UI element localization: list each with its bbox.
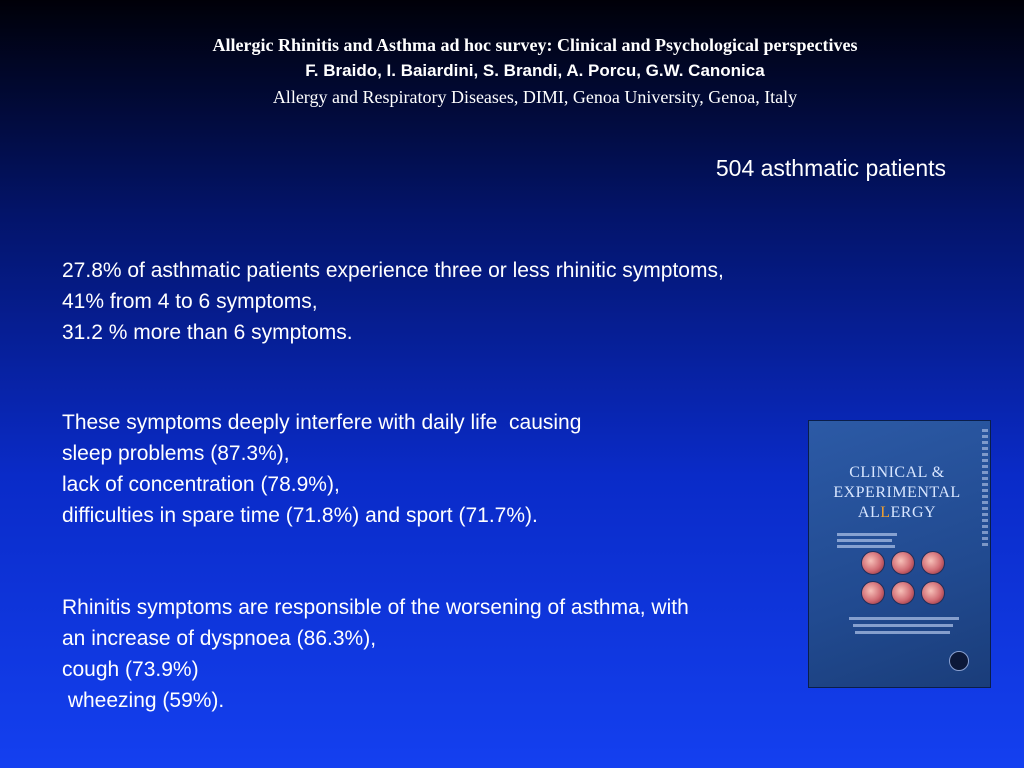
text-line: These symptoms deeply interfere with daily life causing	[62, 411, 582, 434]
cell-image	[861, 551, 885, 575]
cover-fine-print	[837, 545, 895, 548]
journal-cover-image	[808, 420, 991, 688]
slide-header	[0, 32, 1024, 110]
text-line: Rhinitis symptoms are responsible of the worsening of asthma, with	[62, 596, 689, 619]
text-line: 27.8% of asthmatic patients experience three or less rhinitic symptoms,	[62, 259, 724, 282]
asthma-worsening-block	[62, 592, 689, 716]
text-line: 31.2 % more than 6 symptoms.	[62, 321, 353, 344]
cell-image	[921, 551, 945, 575]
cover-fine-print	[837, 539, 892, 542]
symptom-count-block	[62, 255, 724, 348]
text-line: an increase of dyspnoea (86.3%),	[62, 627, 377, 650]
affiliation: Allergy and Respiratory Diseases, DIMI, Genoa University, Genoa, Italy	[272, 87, 798, 107]
text-line: 41% from 4 to 6 symptoms,	[62, 290, 318, 313]
publisher-logo	[949, 651, 969, 671]
daily-life-block	[62, 407, 581, 531]
text-line: cough (73.9%)	[62, 658, 199, 681]
cell-image	[861, 581, 885, 605]
patient-count: 504 asthmatic patients	[715, 155, 946, 181]
cell-image	[891, 581, 915, 605]
journal-cover-title: CLINICAL & EXPERIMENTAL ALLERGY	[833, 464, 961, 521]
cover-fine-print	[855, 631, 950, 634]
cover-fine-print	[837, 533, 897, 536]
cover-fine-print	[853, 624, 953, 627]
text-line: sleep problems (87.3%),	[62, 442, 290, 465]
text-line: difficulties in spare time (71.8%) and sport (71.7%).	[62, 504, 538, 527]
slide-title: Allergic Rhinitis and Asthma ad hoc survey: Clinical and Psychological perspectives	[212, 35, 858, 55]
cell-image	[891, 551, 915, 575]
text-line: wheezing (59%).	[62, 689, 225, 712]
author-list: F. Braido, I. Baiardini, S. Brandi, A. Porcu, G.W. Canonica	[305, 61, 765, 80]
cover-fine-print	[849, 617, 959, 620]
text-line: lack of concentration (78.9%),	[62, 473, 340, 496]
cell-image	[921, 581, 945, 605]
